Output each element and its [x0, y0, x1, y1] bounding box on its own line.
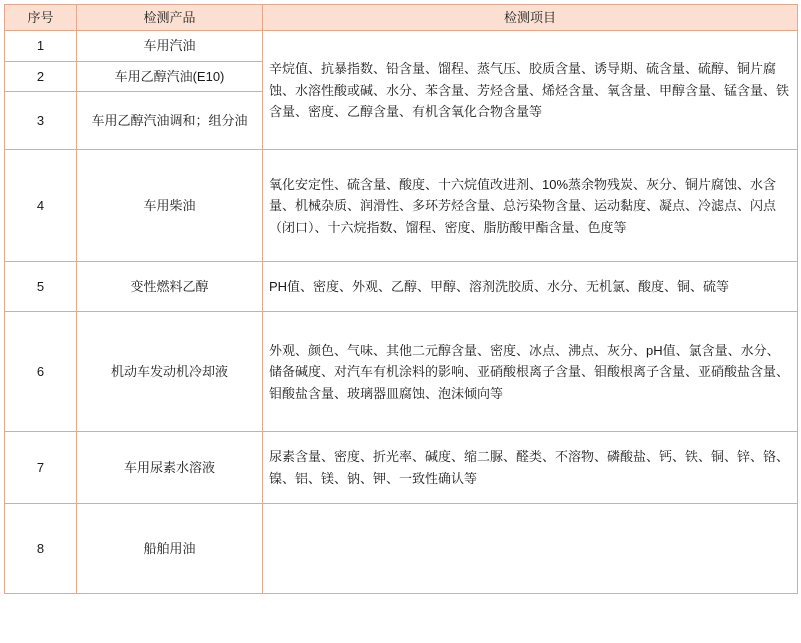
row-number: 4	[5, 150, 77, 262]
row-product: 车用乙醇汽油(E10)	[77, 61, 263, 91]
table-row	[5, 262, 798, 312]
row-items: 氧化安定性、硫含量、酸度、十六烷值改进剂、10%蒸余物残炭、灰分、铜片腐蚀、水含量、机械杂质、润滑性、多环芳烃含量、总污染物含量、运动黏度、凝点、冷滤点、闪点（闭口）、十六烷指数、馏程、密度、脂肪酸甲酯含量、色度等	[263, 150, 798, 262]
row-items: 尿素含量、密度、折光率、碱度、缩二脲、醛类、不溶物、磷酸盐、钙、铁、铜、锌、铬、镍、铝、镁、钠、钾、一致性确认等	[263, 432, 798, 504]
row-number: 1	[5, 31, 77, 61]
row-product: 船舶用油	[77, 504, 263, 594]
row-number: 6	[5, 312, 77, 432]
column-header-no: 序号	[5, 5, 77, 31]
inspection-table	[4, 4, 798, 594]
table-body	[5, 31, 798, 594]
row-number: 7	[5, 432, 77, 504]
table-row	[5, 312, 798, 432]
row-product: 车用汽油	[77, 31, 263, 61]
row-product: 车用乙醇汽油调和；组分油	[77, 92, 263, 150]
row-product: 车用尿素水溶液	[77, 432, 263, 504]
row-product: 机动车发动机冷却液	[77, 312, 263, 432]
table-row	[5, 150, 798, 262]
row-items: 外观、颜色、气味、其他二元醇含量、密度、冰点、沸点、灰分、pH值、氯含量、水分、储备碱度、对汽车有机涂料的影响、亚硝酸根离子含量、钼酸根离子含量、亚硝酸盐含量、钼酸盐含量、玻璃器皿腐蚀、泡沫倾向等	[263, 312, 798, 432]
table-row	[5, 432, 798, 504]
column-header-product: 检测产品	[77, 5, 263, 31]
row-number: 2	[5, 61, 77, 91]
table-row	[5, 504, 798, 594]
table-header-row	[5, 5, 798, 31]
column-header-item: 检测项目	[263, 5, 798, 31]
row-items	[263, 504, 798, 594]
row-product: 车用柴油	[77, 150, 263, 262]
table-row	[5, 31, 798, 61]
row-items: PH值、密度、外观、乙醇、甲醇、溶剂洗胶质、水分、无机氯、酸度、铜、硫等	[263, 262, 798, 312]
row-number: 8	[5, 504, 77, 594]
row-product: 变性燃料乙醇	[77, 262, 263, 312]
table-header	[5, 5, 798, 31]
row-items: 辛烷值、抗暴指数、铅含量、馏程、蒸气压、胶质含量、诱导期、硫含量、硫醇、铜片腐蚀、水溶性酸或碱、水分、苯含量、芳烃含量、烯烃含量、氧含量、甲醇含量、锰含量、铁含量、密度、乙醇含量、有机含氧化合物含量等	[263, 31, 798, 150]
row-number: 3	[5, 92, 77, 150]
row-number: 5	[5, 262, 77, 312]
